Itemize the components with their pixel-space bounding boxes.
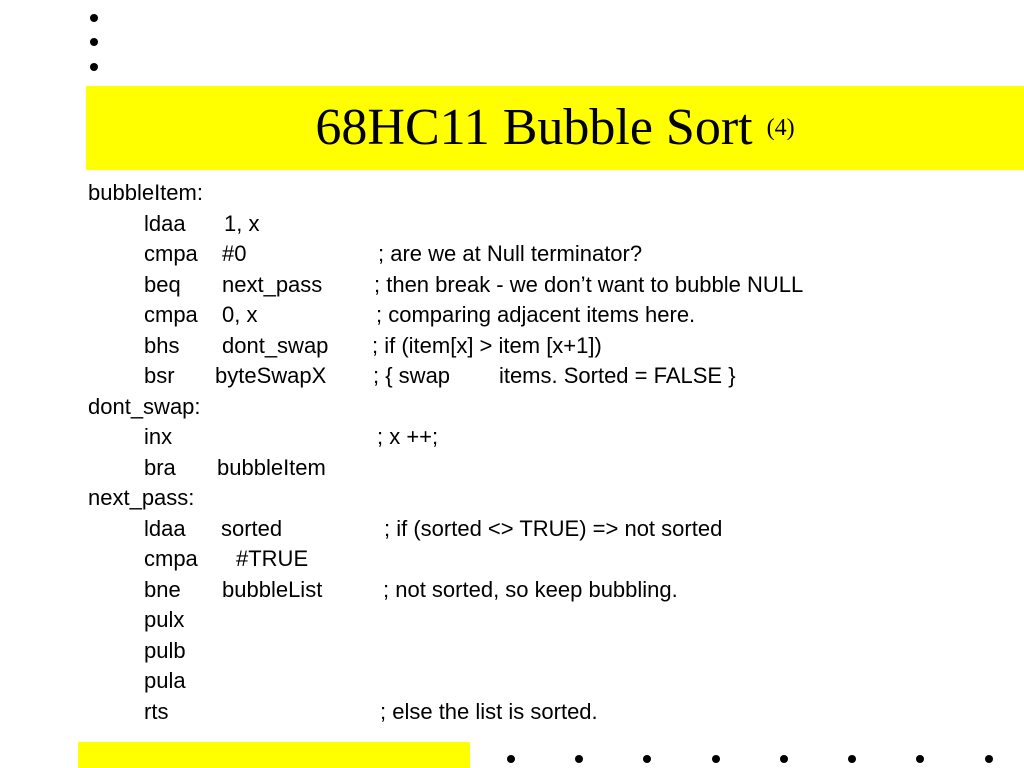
code-op: cmpa	[144, 241, 198, 266]
code-comment: ; comparing adjacent items here.	[376, 302, 696, 327]
code-comment: ; x ++;	[377, 424, 439, 449]
code-op: ldaa	[144, 515, 186, 541]
bullet-dot-icon	[916, 755, 924, 763]
code-op: rts	[144, 698, 169, 724]
code-op: bra	[144, 454, 176, 480]
bullet-dot-icon	[90, 63, 98, 71]
code-op: bsr	[144, 363, 175, 388]
code-op: beq	[144, 271, 181, 297]
title-band	[86, 86, 1024, 170]
code-comment: ; if (item[x] > item [x+1])	[372, 332, 602, 358]
code-comment: ; { swap items. Sorted = FALSE }	[373, 363, 736, 388]
slide-title-subscript: (4)	[766, 115, 795, 141]
code-arg: bubbleList	[222, 576, 323, 602]
code-label: bubbleItem:	[88, 180, 203, 205]
code-comment: ; not sorted, so keep bubbling.	[383, 576, 678, 602]
bullet-dot-icon	[90, 14, 98, 22]
bullet-dot-icon	[985, 755, 993, 763]
code-arg: byteSwapX	[215, 363, 327, 388]
code-comment: ; then break - we don’t want to bubble NULL	[374, 271, 804, 297]
code-arg: #0	[222, 241, 247, 266]
code-arg: 0, x	[222, 302, 258, 327]
code-op: cmpa	[144, 302, 198, 327]
bullet-dot-icon	[848, 755, 856, 763]
code-op: pula	[144, 668, 186, 693]
slide-title-text: 68HC11 Bubble Sort	[315, 99, 753, 156]
code-comment: ; else the list is sorted.	[380, 698, 598, 724]
code-comment: ; are we at Null terminator?	[378, 241, 643, 266]
code-comment: ; if (sorted <> TRUE) => not sorted	[384, 515, 723, 541]
code-op: bne	[144, 576, 181, 602]
bullet-dot-icon	[643, 755, 651, 763]
code-arg: dont_swap	[222, 332, 329, 358]
bullet-dot-icon	[712, 755, 720, 763]
code-label: dont_swap:	[88, 393, 201, 419]
code-arg: #TRUE	[236, 546, 309, 571]
code-op: ldaa	[144, 210, 186, 236]
code-op: pulb	[144, 637, 186, 663]
code-label: next_pass:	[88, 485, 195, 510]
code-op: bhs	[144, 332, 180, 358]
code-arg: sorted	[221, 515, 283, 541]
code-arg: 1, x	[224, 210, 260, 236]
bullet-dot-icon	[780, 755, 788, 763]
code-arg: bubbleItem	[217, 454, 326, 480]
slide-title	[86, 86, 1024, 170]
code-op: pulx	[144, 607, 185, 632]
footer-band	[78, 742, 470, 768]
bullet-dot-icon	[507, 755, 515, 763]
code-op: inx	[144, 424, 173, 449]
bullet-dot-icon	[90, 38, 98, 46]
code-op: cmpa	[144, 546, 198, 571]
bullet-dot-icon	[575, 755, 583, 763]
code-arg: next_pass	[222, 271, 323, 297]
